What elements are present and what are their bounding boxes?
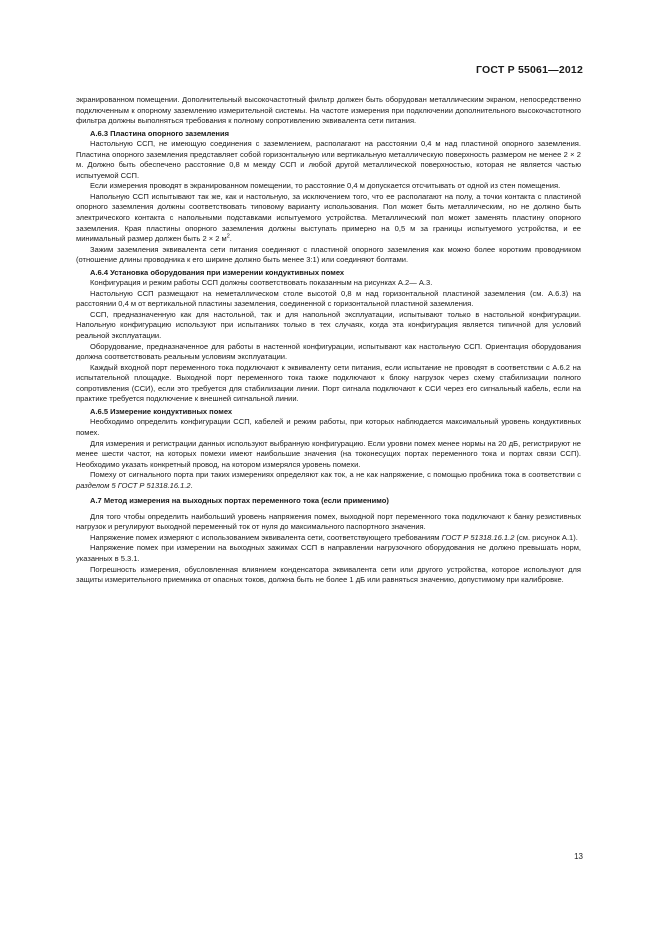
paragraph: Для измерения и регистрации данных используют выбранную конфигурацию. Если уровни помех менее нормы на 20 дБ, регистрируют не менее шести частот, на которых помехи имеют наибольшие значения (на токонесущих портах переменного тока и портах связи ССП). Необходимо указать конкретный провод, на котором измерялся уровень помехи.: [76, 438, 581, 469]
paragraph-text: Напряжение помех измеряют с использованием эквивалента сети, соответствующего требованиям: [90, 532, 442, 542]
paragraph: [76, 192, 581, 245]
paragraph: Настольную ССП размещают на неметаллическом столе высотой 0,8 м над горизонтальной пластиной заземления (см. А.6.3) на расстоянии 0,4 м от вертикальной пластины заземления, соединенной с горизонтальной пластиной заземления.: [76, 288, 581, 309]
paragraph: ССП, предназначенную как для настольной, так и для напольной эксплуатации, испытывают только в настольной конфигурации. Напольную конфигурацию используют при испытаниях только в тех случаях, когда эта конфигурация является типичной для условий реальной эксплуатации.: [76, 309, 581, 341]
paragraph: Зажим заземления эквивалента сети питания соединяют с пластиной опорного заземления как можно более коротким проводником (отношение длины проводника к его ширине должно быть менее 3:1) или соединяют болтами.: [76, 244, 581, 265]
paragraph: [76, 533, 581, 544]
paragraph: Погрешность измерения, обусловленная влиянием конденсатора эквивалента сети или другого устройства, которое используют для защиты измерительного приемника от опасных токов, должна быть не более 1 дБ или равняться значению, допустимому при калибровке.: [76, 564, 581, 585]
paragraph: Каждый входной порт переменного тока подключают к эквиваленту сети питания, если испытание не проводят в соответствии с А.6.2 на испытательной площадке. Выходной порт переменного тока также подключают к блоку нагрузок через схему стабилизации полного сопротивления (ССИ), если это требуется для стабилизации линии. Порт сигнала подключают к ССИ через его сигнальный кабель, если на практике требуется подключение к внешней сигнальной линии.: [76, 362, 581, 404]
paragraph: Напряжение помех при измерении на выходных зажимах ССП в направлении нагрузочного оборудования не должно превышать норм, указанных в 5.3.1.: [76, 543, 581, 563]
superscript: 2: [226, 233, 230, 240]
paragraph: Настольную ССП, не имеющую соединения с заземлением, располагают на расстоянии 0,4 м над пластиной опорного заземления. Пластина опорного заземления представляет собой горизонтальную или вертикальную металлическую поверхность размером не менее 2 × 2 м. Должно быть обеспечено расстояние 0,8 м между ССП и любой другой металлической поверхностью, которая не является частью испытуемой ССП.: [76, 139, 581, 180]
paragraph: [76, 470, 581, 491]
paragraph: Если измерения проводят в экранированном помещении, то расстояние 0,4 м допускается отсчитывать от одной из стен помещения.: [90, 181, 561, 191]
document-body: [76, 95, 581, 586]
paragraph-text: Помеху от сигнального порта при таких измерениях определяют как ток, а не как напряжение, с помощью пробника тока в соответствии с: [90, 470, 581, 480]
paragraph-text: .: [190, 480, 193, 490]
paragraph-text: .: [229, 234, 232, 244]
section-heading-a64: А.6.4 Установка оборудования при измерении кондуктивных помех: [90, 267, 345, 277]
document-header: ГОСТ Р 55061—2012: [475, 64, 583, 76]
paragraph: Для того чтобы определить наибольший уровень напряжения помех, выходной порт переменного тока подключают к банку резистивных нагрузок и регулируют выходной переменный ток от нуля до максимального паспортного значения.: [76, 511, 581, 532]
standard-reference: ГОСТ Р 51318.16.1.2: [441, 532, 515, 542]
section-heading-a7: А.7 Метод измерения на выходных портах переменного тока (если применимо): [90, 496, 389, 506]
section-heading-a63: А.6.3 Пластина опорного заземления: [90, 128, 230, 138]
paragraph-text: Напольную ССП испытывают так же, как и настольную, за исключением того, что ее располагают на полу, а точки контакта с пластиной опорного заземления должны соответствовать типовому варианту использования. Пол может быть металлическим, но не должно быть электрического контакта с напольными подставками испытуемого устройства. Металлический пол может заменять пластину опорного заземления. Края пластины опорного заземления должны выступать примерно на 0,5 м за границы испытуемого устройства, и ее минимальный размер должен быть 2 × 2 м: [76, 191, 581, 244]
page-number: 13: [574, 852, 583, 861]
paragraph: экранированном помещении. Дополнительный высокочастотный фильтр должен быть оборудован металлическим экраном, непосредственно подключенным к опорному заземлению измерительной системы. На частоте измерения при подключении дополнительного высокочастотного фильтра должны выполняться требования к полному сопротивлению эквивалента сети питания.: [76, 95, 581, 126]
paragraph: Оборудование, предназначенное для работы в настенной конфигурации, испытывают как настольную ССП. Ориентация оборудования должна соответствовать реальным условиям эксплуатации.: [76, 341, 581, 362]
standard-reference: разделом 5 ГОСТ Р 51318.16.1.2: [76, 480, 191, 490]
section-heading-a65: А.6.5 Измерение кондуктивных помех: [90, 406, 233, 416]
paragraph: Необходимо определить конфигурации ССП, кабелей и режим работы, при которых наблюдается максимальный уровень кондуктивных помех.: [76, 417, 581, 437]
paragraph-text: (см. рисунок А.1).: [514, 532, 578, 542]
paragraph: Конфигурация и режим работы ССП должны соответствовать показанным на рисунках А.2— А.3.: [90, 278, 433, 288]
